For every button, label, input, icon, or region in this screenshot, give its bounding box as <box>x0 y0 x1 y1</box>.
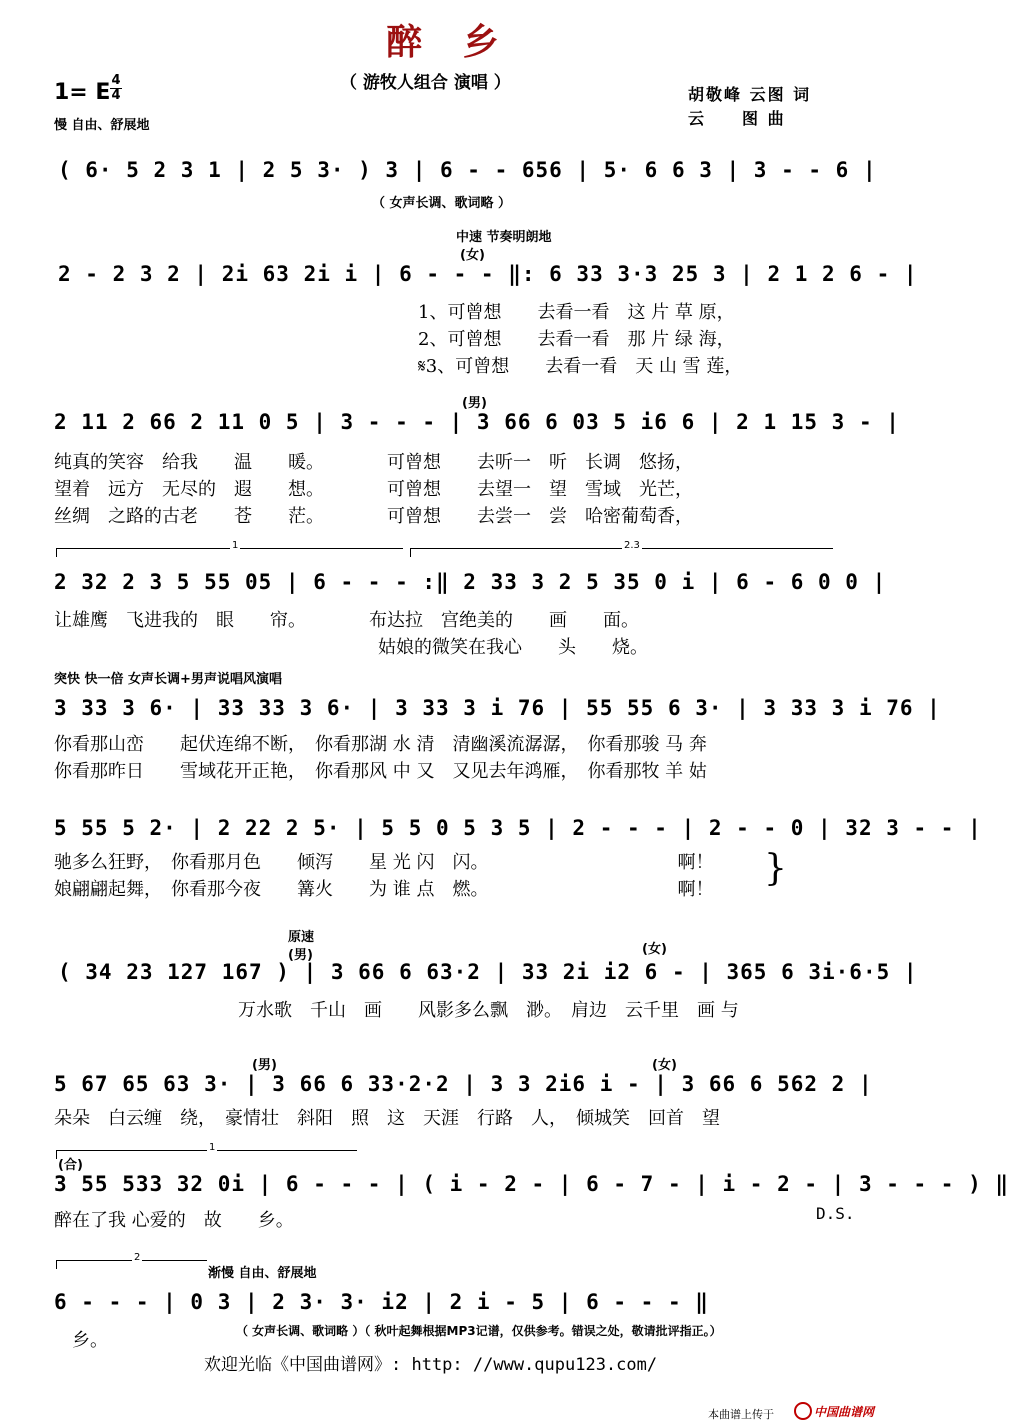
lyric-row-3-line-3: 丝绸 之路的古老 苍 茫。 可曾想 去尝一 尝 哈密葡萄香， <box>54 506 693 527</box>
notation-row-7: ( 34 23 127 167 ) | 3 66 6 63·2 | 33 2i i2 6 - | 365 6 3i·6·5 | <box>58 960 918 984</box>
site-logo[interactable] <box>794 1402 874 1420</box>
song-title: 醉 乡 <box>386 21 513 63</box>
dal-segno-mark: D.S. <box>816 1204 855 1223</box>
female-voice-marker-2: (女) <box>642 942 667 957</box>
notation-row-4: 2 32 2 3 5 55 05 | 6 - - - :‖ 2 33 3 2 5 35 0 i | 6 - 6 0 0 | <box>54 570 887 594</box>
lyric-row-5-line-2: 你看那昨日 雪域花开正艳， 你看那风 中 又 又见去年鸿雁， 你看那牧 羊 姑 <box>54 761 707 782</box>
site-link[interactable]: 欢迎光临《中国曲谱网》: http: //www.qupu123.com/ <box>204 1355 658 1375</box>
time-sig-top: 4 <box>111 73 121 88</box>
lyric-row-3-line-1: 纯真的笑容 给我 温 暖。 可曾想 去听一 听 长调 悠扬， <box>54 452 693 473</box>
lyric-verse-2: 2、可曾想 去看一看 那 片 绿 海， <box>418 329 735 350</box>
lyric-row-5-line-1: 你看那山峦 起伏连绵不断， 你看那湖 水 清 清幽溪流潺潺， 你看那骏 马 奔 <box>54 734 707 755</box>
logo-icon <box>794 1402 812 1420</box>
notation-row-8: 5 67 65 63 3· | 3 66 6 33·2·2 | 3 3 2i6 i - | 3 66 6 562 2 | <box>54 1072 873 1096</box>
tempo-change-fast: 突快 快一倍 女声长调+男声说唱风演唱 <box>54 672 282 687</box>
time-sig-bottom: 4 <box>111 88 121 103</box>
notation-row-5: 3 33 3 6· | 33 33 3 6· | 3 33 3 i 76 | 55 55 6 3· | 3 33 3 i 76 | <box>54 696 941 720</box>
second-ending-bracket-2: 2 <box>56 1260 207 1269</box>
male-voice-marker-3: (男) <box>252 1058 277 1073</box>
lyric-row-8: 朵朵 白云缠 绕， 豪情壮 斜阳 照 这 天涯 行路 人， 倾城笑 回首 望 <box>54 1108 720 1129</box>
tempo-slowing: 渐慢 自由、舒展地 <box>208 1266 317 1281</box>
notation-row-9: 3 55 533 32 0i | 6 - - - | ( i - 2 - | 6 - 7 - | i - 2 - | 3 - - - ) ‖ <box>54 1172 1009 1196</box>
lyric-row-3-line-2: 望着 远方 无尽的 遐 想。 可曾想 去望一 望 雪域 光芒， <box>54 479 693 500</box>
male-voice-marker: (男) <box>462 396 487 411</box>
lyric-row-10: 乡。 <box>72 1330 108 1351</box>
performer-line: （ 游牧人组合 演唱 ） <box>340 73 511 93</box>
lyric-row-4-line-1: 让雄鹰 飞进我的 眼 帘。 布达拉 宫绝美的 画 面。 <box>54 610 639 631</box>
time-signature <box>110 74 122 103</box>
key-signature: 1= E <box>54 80 111 105</box>
lyric-row-7: 万水歌 千山 画 风影多么飘 渺。 肩边 云千里 画 与 <box>58 1000 739 1021</box>
composer-credit: 云 图 曲 <box>688 109 786 128</box>
notation-row-2: 2 - 2 3 2 | 2i 63 2i i | 6 - - - ‖: 6 33 3·3 25 3 | 2 1 2 6 - | <box>58 262 918 286</box>
lyricist-credit: 胡敬峰 云图 词 <box>688 85 812 104</box>
lyric-row-4-line-2: 姑娘的微笑在我心 头 烧。 <box>54 637 648 658</box>
first-ending-bracket-2: 1 <box>56 1150 357 1159</box>
lyric-verse-3: 𝄋3、可曾想 去看一看 天 山 雪 莲， <box>418 356 743 377</box>
first-ending-bracket: 1 <box>56 548 403 557</box>
lyric-row-6-line-1: 驰多么狂野， 你看那月色 倾泻 星 光 闪 闪。 啊！ <box>54 852 714 873</box>
tempo-marking: 慢 自由、舒展地 <box>54 118 150 133</box>
second-ending-bracket: 2.3 <box>410 548 833 557</box>
chorus-marker: (合) <box>58 1158 83 1173</box>
row-1-annotation: （ 女声长调、歌词略 ） <box>372 196 512 211</box>
lyric-verse-1: 1、可曾想 去看一看 这 片 草 原， <box>418 302 735 323</box>
female-voice-marker-3: (女) <box>652 1058 677 1073</box>
closing-note: （ 女声长调、歌词略 ）（ 秋叶起舞根据MP3记谱，仅供参考。错误之处，敬请批评指正。） <box>236 1324 722 1338</box>
notation-row-6: 5 55 5 2· | 2 22 2 5· | 5 5 0 5 3 5 | 2 - - - | 2 - - 0 | 32 3 - - | <box>54 816 982 840</box>
notation-row-3: 2 11 2 66 2 11 0 5 | 3 - - - | 3 66 6 03 5 i6 6 | 2 1 15 3 - | <box>54 410 900 434</box>
upload-label: 本曲谱上传于 <box>708 1408 774 1421</box>
lyric-row-9: 醉在了我 心爱的 故 乡。 <box>54 1210 294 1231</box>
female-voice-marker: (女) <box>460 248 485 263</box>
male-voice-marker-2: (男) <box>288 948 313 963</box>
tempo-change-moderate: 中速 节奏明朗地 <box>456 230 552 245</box>
logo-text: 中国曲谱网 <box>814 1404 875 1419</box>
brace-symbol: } <box>764 848 787 889</box>
notation-row-1: ( 6· 5 2 3 1 | 2 5 3· ) 3 | 6 - - 656 | 5· 6 6 3 | 3 - - 6 | <box>58 158 877 182</box>
lyric-row-6-line-2: 娘翩翩起舞， 你看那今夜 篝火 为 谁 点 燃。 啊！ <box>54 879 714 900</box>
tempo-original: 原速 <box>288 930 315 945</box>
notation-row-10: 6 - - - | 0 3 | 2 3· 3· i2 | 2 i - 5 | 6 - - - ‖ <box>54 1290 709 1314</box>
